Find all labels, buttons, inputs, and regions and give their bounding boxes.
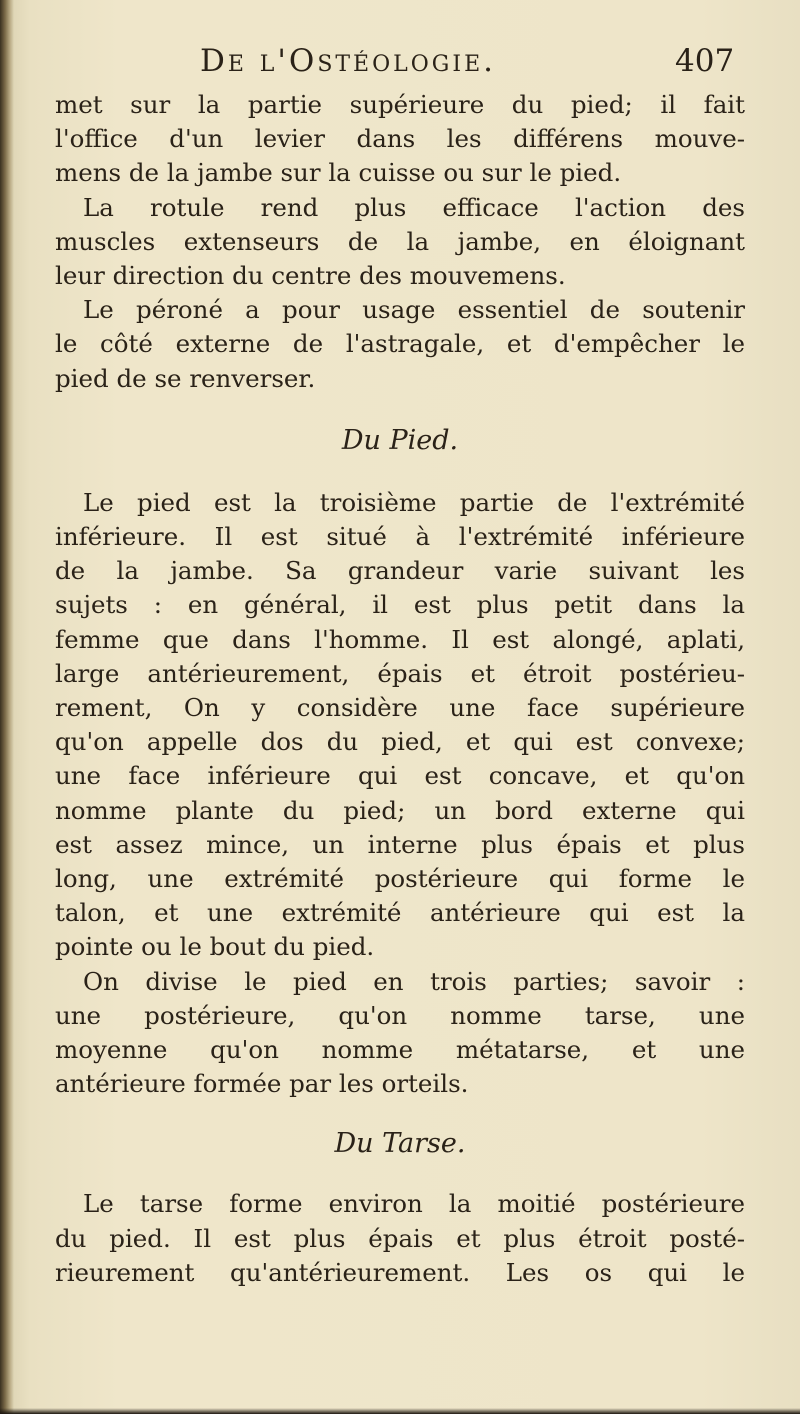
text-line: moyenne qu'on nomme métatarse, et une [55, 1034, 745, 1064]
text-line: antérieure formée par les orteils. [55, 1069, 469, 1099]
text-line: sujets : en général, il est plus petit dans la [55, 590, 745, 620]
paragraph [55, 486, 745, 520]
text-line: l'office d'un levier dans les différens mouve- [55, 124, 745, 154]
text-line: muscles extenseurs de la jambe, en éloignant [55, 226, 745, 256]
paragraph [55, 1187, 745, 1221]
paragraph-cont [55, 1222, 745, 1290]
page-header [0, 40, 800, 90]
text-line: de la jambe. Sa grandeur varie suivant les [55, 556, 745, 586]
text-line: le côté externe de l'astragale, et d'empêcher le [55, 329, 745, 359]
running-title: De l'Ostéologie. [200, 43, 496, 79]
text-line: inférieure. Il est situé à l'extrémité inférieure [55, 522, 745, 552]
text-line: rieurement qu'antérieurement. Les os qui le [55, 1257, 745, 1287]
text-line: Le tarse forme environ la moitié postérieure [83, 1189, 745, 1219]
text-line: On divise le pied en trois parties; savoir : [83, 966, 745, 996]
text-line: met sur la partie supérieure du pied; il fait [55, 90, 745, 119]
paragraph [55, 965, 745, 999]
body-text [55, 88, 745, 1290]
section-heading: Du Pied. [341, 424, 459, 456]
text-line: nomme plante du pied; un bord externe qui [55, 795, 745, 825]
binding-gutter [0, 0, 14, 1414]
paragraph [55, 293, 745, 327]
text-line: une face inférieure qui est concave, et qu'on [55, 761, 745, 791]
page-bottom-edge [0, 1408, 800, 1414]
section-heading: Du Tarse. [334, 1128, 466, 1160]
text-line: leur direction du centre des mouvemens. [55, 260, 566, 290]
paragraph-cont [55, 999, 745, 1102]
paragraph [55, 191, 745, 225]
paragraph [55, 88, 745, 191]
text-line: La rotule rend plus efficace l'action des [83, 192, 745, 222]
paragraph-cont [55, 225, 745, 293]
text-line: large antérieurement, épais et étroit postérieu- [55, 658, 745, 688]
paragraph-cont [55, 520, 745, 964]
text-line: pointe ou le bout du pied. [55, 932, 375, 962]
text-line: long, une extrémité postérieure qui forme le [55, 863, 745, 893]
text-line: une postérieure, qu'on nomme tarse, une [55, 1000, 745, 1030]
page-number: 407 [675, 43, 735, 79]
text-line: Le péroné a pour usage essentiel de soutenir [83, 295, 745, 325]
text-line: mens de la jambe sur la cuisse ou sur le pied. [55, 158, 622, 188]
text-line: est assez mince, un interne plus épais et plus [55, 829, 745, 859]
text-line: qu'on appelle dos du pied, et qui est convexe; [55, 727, 745, 757]
text-line: femme que dans l'homme. Il est alongé, aplati, [55, 624, 745, 654]
text-line: talon, et une extrémité antérieure qui est la [55, 898, 745, 928]
text-line: Le pied est la troisième partie de l'extrémité [83, 487, 745, 517]
text-line: du pied. Il est plus épais et plus étroit posté- [55, 1223, 745, 1253]
text-line: rement, On y considère une face supérieure [55, 693, 745, 722]
text-line: pied de se renverser. [55, 363, 316, 393]
paragraph-cont [55, 327, 745, 395]
